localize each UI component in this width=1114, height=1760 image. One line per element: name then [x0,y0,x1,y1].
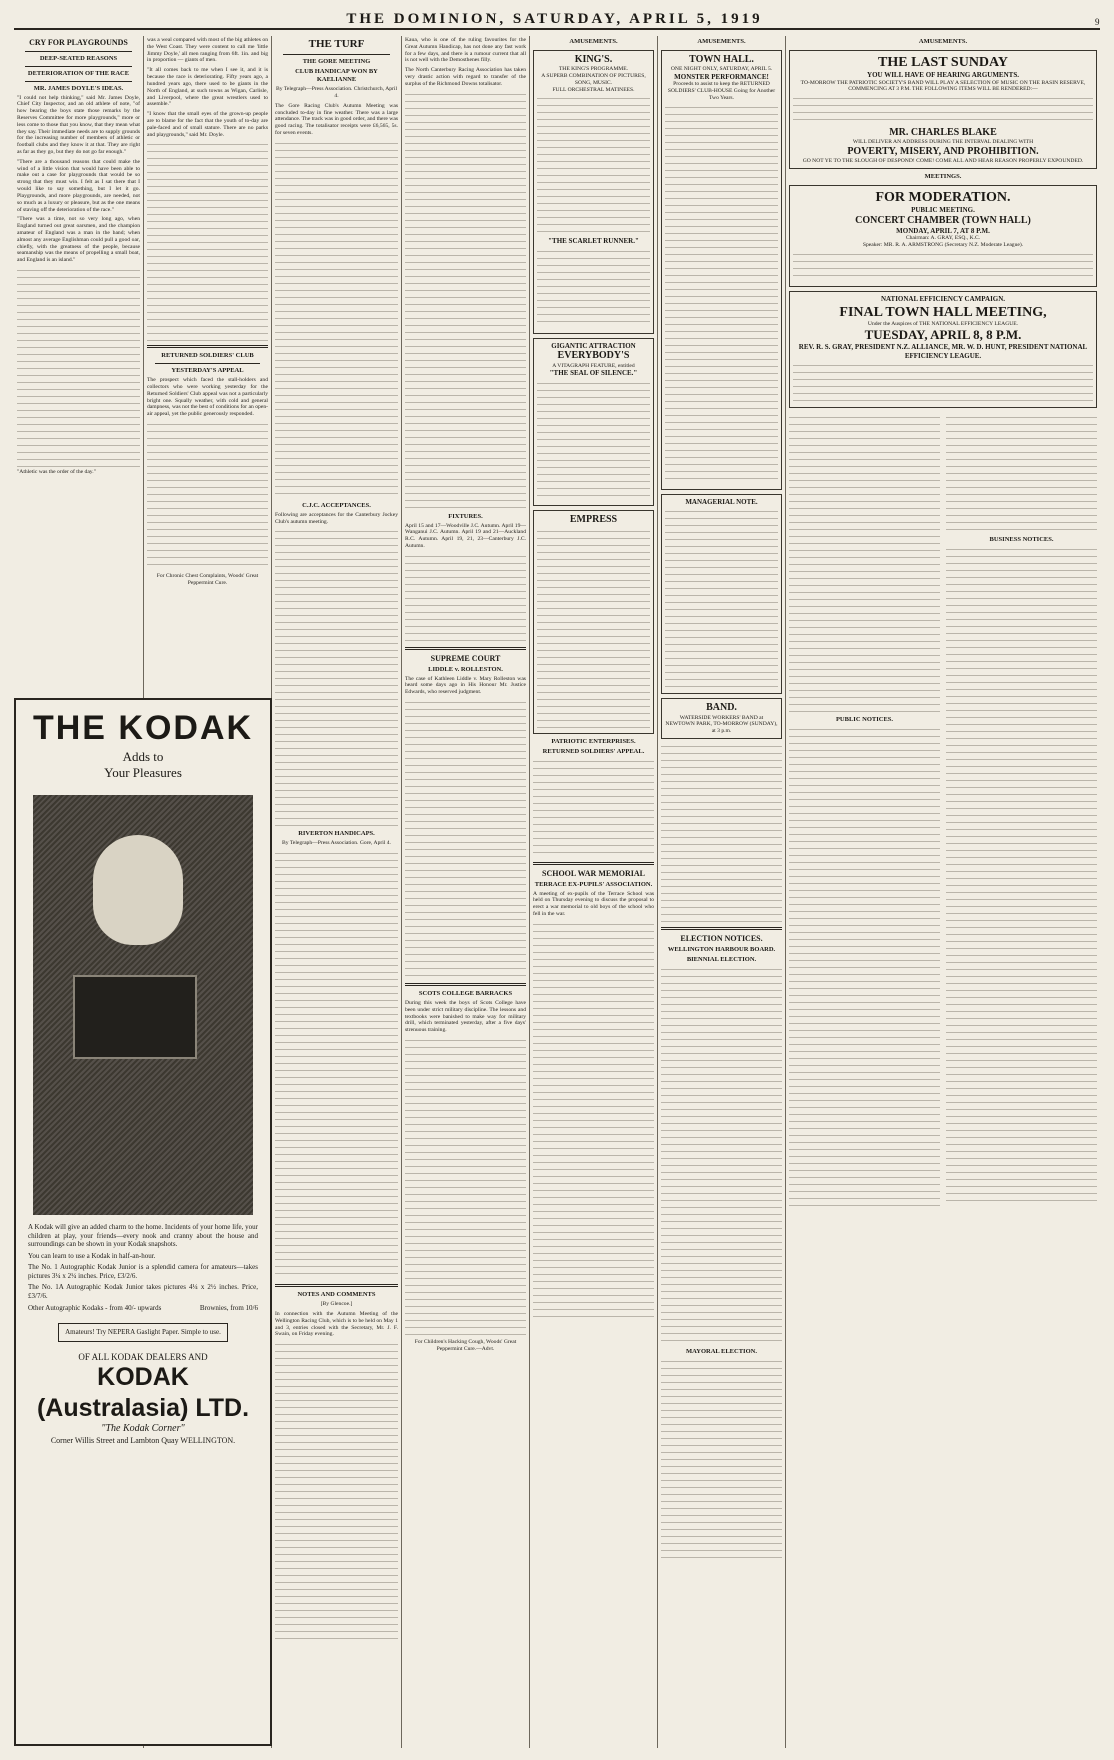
headline-scots-college: SCOTS COLLEGE BARRACKS [418,989,513,997]
speaker-name: MR. CHARLES BLAKE [889,127,997,139]
kodak-advert [14,698,272,1746]
article-paragraph: A meeting of ex-pupils of the Terrace School was held on Thursday evening to discuss the proposal to erect a war memorial to old boys of the school who fell in the war. [533,890,654,918]
kings-feature: "THE SCARLET RUNNER." [548,237,639,246]
article-paragraph: Following are acceptances for the Canterbury Jockey Club's autumn meeting. [275,511,398,525]
gigantic-attraction: GIGANTIC ATTRACTION [551,341,636,350]
everybodys-advert [533,338,654,506]
column-5 [530,36,658,1748]
band-advert [661,698,782,739]
efficiency-advert [789,291,1097,408]
article-paragraph: "There are a thousand reasons that could make the wind of a little vision that would have been able to make out a case for playgrounds that would be so strong that they must win. I felt as I sat there that I would like to say something, but I let it go. Playgrounds, and more playgrounds, are needed, not so much as a luxury or pleasure, but as the one means of staving off the deterioration of the race." [17,158,140,213]
subhead-returned: RETURNED SOLDIERS' APPEAL. [542,748,645,756]
kodak-price-brownies: Brownies, from 10/6 [199,1304,258,1313]
moderation-title: FOR MODERATION. [875,190,1011,206]
article-paragraph: The case of Kathleen Liddle v. Mary Rolleston was heard some days ago in His Honour Mr. Justice Edwards, who reserved judgment. [405,675,526,696]
subhead-deterioration: DETERIORATION OF THE RACE [27,69,130,77]
masthead [14,6,1100,30]
subhead-terrace: TERRACE EX-PUPILS' ASSOCIATION. [534,880,653,888]
moderation-advert [789,185,1097,287]
subhead-gore: THE GORE MEETING [302,58,371,66]
efficiency-line: Under the Auspices of THE NATIONAL EFFICIENCY LEAGUE. [867,320,1019,327]
headline-election: ELECTION NOTICES. [680,934,763,944]
efficiency-date: TUESDAY, APRIL 8, 8 P.M. [864,327,1022,343]
town-hall-line: ONE NIGHT ONLY, SATURDAY, APRIL 5. [670,66,773,73]
column-4 [402,36,530,1748]
headline-patriotic: PATRIOTIC ENTERPRISES. [551,738,636,746]
kings-title: KING'S. [574,53,613,65]
everybodys-feature: "THE SEAL OF SILENCE." [549,369,638,378]
article-paragraph: The North Canterbury Racing Association has taken very drastic action with regard to transfer of the surplus of the Richmond Downs totalisator. [405,67,526,87]
last-sunday-advert [789,50,1097,169]
public-notices-header: PUBLIC NOTICES. [835,716,894,724]
monster-performance: MONSTER PERFORMANCE! [674,72,769,81]
subhead-biennial: BIENNIAL ELECTION. [686,955,757,963]
headline-playgrounds: CRY FOR PLAYGROUNDS [29,38,128,47]
masthead-title: THE DOMINION, SATURDAY, APRIL 5, 1919 [346,10,763,27]
subhead-notes: NOTES AND COMMENTS [297,1291,376,1299]
managerial-note: MANAGERIAL NOTE. [685,497,758,506]
efficiency-speakers: REV. R. S. GRAY, PRESIDENT N.Z. ALLIANCE, MR. W. D. HUNT, PRESIDENT NATIONAL EFFICIENCY LEAGUE. [798,343,1088,360]
final-meeting: FINAL TOWN HALL MEETING, [839,304,1047,320]
last-sunday-line: YOU WILL HAVE OF HEARING ARGUMENTS. [867,71,1019,79]
dateline: By Telegraph—Press Association. Gore, April 4. [282,840,391,847]
chairman-line: Chairman: A. GRAY, ESQ., K.C. [905,235,981,242]
band-title: BAND. [706,702,737,714]
subhead-mayoral: MAYORAL ELECTION. [686,1347,757,1355]
kodak-prices [28,1304,258,1313]
kings-advert [533,50,654,334]
town-hall-line: Proceeds to assist to keep the RETURNED SOLDIERS' CLUB-HOUSE Going for Another Two Years. [667,81,776,102]
headline-war-memorial: SCHOOL WAR MEMORIAL [542,868,645,878]
empress-advert [533,510,654,734]
concert-chamber: CONCERT CHAMBER (TOWN HALL) [855,214,1031,226]
everybodys-line: A VITAGRAPH FEATURE, entitled [552,362,635,369]
kodak-body: You can learn to use a Kodak in half-an-hour. [28,1251,156,1260]
article-paragraph: "There was a time, not so very long ago, when England turned out great oarsmen, and the champion amateur of England was a man in the band; when almost any average Englishman could pull a good oar, chiefly, with the greatness of the people, because seamanship was the means of propelling a small boat, and England is an island." [17,216,140,264]
small-ads-area [789,412,1097,1208]
last-sunday-line: GO NOT YE TO THE SLOUGH OF DESPOND! COME! COME ALL AND HEAR REASON PROPERLY EXPOUNDED. [802,158,1084,165]
article-paragraph: The Gore Racing Club's Autumn Meeting was concluded to-day in fine weather. There was a large attendance. The track was in good order, and there was good racing. The totalisator receipts were £6,565, 5s. for seven events. [275,102,398,137]
empress-title: EMPRESS [569,513,618,525]
subhead-liddle: LIDDLE v. ROLLESTON. [428,665,503,673]
subhead-reasons: DEEP-SEATED REASONS [39,54,118,62]
article-paragraph: "Athletic was the order of the day." [17,469,96,476]
page-number: 9 [1095,17,1100,28]
last-sunday-title: THE LAST SUNDAY [878,54,1008,70]
small-ads-left [789,412,940,1208]
subhead-handicap: CLUB HANDICAP WON BY KAELIANNE [295,68,378,84]
article-paragraph: In connection with the Autumn Meeting of the Wellington Racing Club, which is to be held on May 1 and 3, entries closed with the Secretary, Mr. J. F. Swain, on Friday evening. [275,1310,398,1338]
dateline: By Telegraph—Press Association. Christchurch, April 4. [276,86,397,99]
kodak-brand: KODAK (Australasia) LTD. [36,1363,250,1422]
kodak-subtitle: Adds to [122,749,164,765]
kodak-illustration [33,795,253,1215]
woman-figure [93,835,183,945]
town-hall-advert [661,50,782,490]
headline-soldiers-club: RETURNED SOLDIERS' CLUB [161,352,254,360]
section-header: AMUSEMENTS. [697,38,746,45]
kings-line: A SUPERB COMBINATION OF PICTURES, SONG, MUSIC. [541,72,646,86]
section-header: AMUSEMENTS. [569,38,618,45]
managerial-advert [661,494,782,695]
kodak-address: Corner Willis Street and Lambton Quay WELLINGTON. [50,1435,236,1445]
kodak-body: The No. 1A Autographic Kodak Junior takes pictures 4¼ x 2½ inches. Price, £3/7/6. [28,1283,258,1300]
subhead-acceptances: C.J.C. ACCEPTANCES. [302,501,371,509]
nepera-box: Amateurs! Try NEPERA Gaslight Paper. Simple to use. [58,1323,228,1342]
byline: [By Glencoe.] [320,1301,353,1308]
article-paragraph: The prospect which faced the stall-holders and collectors who were working yesterday for the Returned Soldiers' Club appeal was not a particularly bright one. Squally weather, with cold and general dampness, was not the best of conditions for an open-air appeal, yet the public generously responded. [147,377,268,418]
kodak-tagline: "The Kodak Corner" [101,1423,185,1435]
kings-line: THE KING'S PROGRAMME. [558,66,629,73]
headline-turf: THE TURF [308,38,365,50]
article-paragraph: "I know that the small eyes of the grown-up people are to blame for the fact that the youth of to-day are pale-faced and of small stature. There are no parks and playgrounds," said Mr. Doyle. [147,111,268,138]
advert-line: For Children's Hacking Cough, Woods' Great Peppermint Cure.—Advt. [414,1338,517,1352]
article-paragraph: Kaua, who is one of the ruling favourites for the Great Autumn Handicap, has not done any fast work for a few days, and there is a rumour current that all is not well with the Demosthenes filly. [405,37,526,64]
town-hall-title: TOWN HALL. [689,53,754,65]
meeting-date: MONDAY, APRIL 7, AT 8 P.M. [896,226,990,235]
fixtures-list: April 15 and 17—Woodville J.C. Autumn. April 19—Wanganui J.C. Autumn. April 19 and 21—Auckland R.C. Autumn. April 19, 21, 23—Canterbury J.C. Autumn. [405,522,526,550]
kodak-title: THE KODAK [32,709,254,747]
advert-line: For Chronic Chest Complaints, Woods' Great Peppermint Cure. [156,573,259,586]
meetings-header: MEETINGS. [924,173,962,181]
last-sunday-line: TO-MORROW THE PATRIOTIC SOCIETY'S BAND WILL PLAY A SELECTION OF MUSIC ON THE BASIN RESERVE, COMMENCING AT 3 P.M. THE FOLLOWING ITEMS WILL BE RENDERED:— [800,79,1086,93]
section-header: AMUSEMENTS. [918,38,968,45]
article-paragraph: was a weal compared with most of the big athletes on the West Coast. They were content to call me 'little Jimmy Doyle,' all men ranging from 6ft. 1in. and big in proportion — giants of men. [147,37,268,64]
public-meeting: PUBLIC MEETING. [911,206,975,215]
efficiency-campaign: NATIONAL EFFICIENCY CAMPAIGN. [880,295,1006,304]
last-sunday-line: WILL DELIVER AN ADDRESS DURING THE INTERVAL DEALING WITH [852,139,1034,146]
article-paragraph: "It all comes back to me when I see it, and it is because the race is deteriorating. Fifty years ago, a hundred years ago, there used to be giants in the North of England, at such towns as Wigan, Carlisle, and Liverpool, where the great wrestlers used to assemble." [147,67,268,108]
subhead-riverton: RIVERTON HANDICAPS. [298,830,375,838]
kodak-dealers: OF ALL KODAK DEALERS AND [78,1351,208,1362]
headline-supreme-court: SUPREME COURT [430,653,501,663]
business-notices-header: BUSINESS NOTICES. [989,536,1054,544]
address-topic: POVERTY, MISERY, AND PROHIBITION. [847,146,1039,158]
article-paragraph: During this week the boys of Scots College have been under strict military discipline. The lessons and textbooks were banished to make way for military drill, which terminated yesterday, after a five days' strenuous training. [405,999,526,1034]
kodak-body: The No. 1 Autographic Kodak Junior is a splendid camera for amateurs—takes pictures 3¼ x 2¼ inches. Price, £3/2/6. [28,1263,258,1280]
column-3 [272,36,402,1748]
everybodys-title: EVERYBODY'S [557,350,630,362]
subhead-harbour: WELLINGTON HARBOUR BOARD. [667,945,776,953]
band-line: WATERSIDE WORKERS' BAND at NEWTOWN PARK, TO-MORROW (SUNDAY), at 3 p.m. [665,714,778,735]
small-ads-right [946,412,1097,1208]
subhead-fixtures: FIXTURES. [448,512,483,520]
camera-icon [73,975,197,1059]
kings-line: FULL ORCHESTRAL MATINEES. [552,86,635,93]
kodak-price-other: Other Autographic Kodaks - from 40/- upwards [28,1304,162,1313]
subhead-appeal: YESTERDAY'S APPEAL [171,367,244,375]
subhead-doyle: MR. JAMES DOYLE'S IDEAS. [33,84,124,92]
kodak-subtitle: Your Pleasures [104,765,182,781]
article-paragraph: "I could not help thinking," said Mr. James Doyle, Chief City Inspector, and an old athlete of note, "of how bearing the boys state those remarks by the Reserves Committee for more playgrounds," more or less come to those that you know, that they mean what they say. Their immediate needs are to supply grounds for the increasing number of members of athletic or football clubs and they know it at that. They are right as far as they go, but they do not go far enough." [17,94,140,156]
column-6 [658,36,786,1748]
column-7 [786,36,1100,1748]
speaker-line: Speaker: MR. R. A. ARMSTRONG (Secretary N.Z. Moderate League). [862,242,1024,249]
kodak-body: A Kodak will give an added charm to the home. Incidents of your home life, your children at play, your friends—every nook and cranny about the house and surroundings can be shown in your Kodak snapshots. [28,1223,258,1249]
